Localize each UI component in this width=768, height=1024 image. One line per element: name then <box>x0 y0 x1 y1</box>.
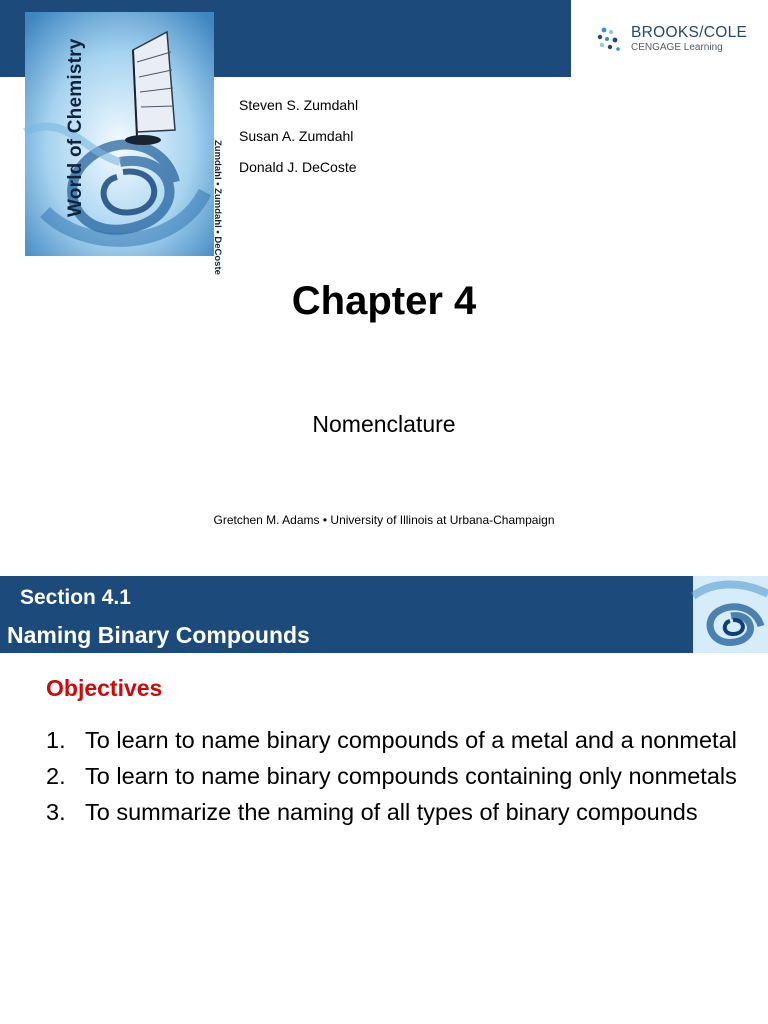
publisher-logo <box>596 24 756 58</box>
objectives-list <box>46 725 746 833</box>
objective-number: 3. <box>46 799 66 825</box>
chapter-subtitle: Nomenclature <box>312 411 456 437</box>
author-1: Steven S. Zumdahl <box>239 97 359 113</box>
objective-item <box>46 725 746 756</box>
objective-item <box>46 761 746 792</box>
author-2: Susan A. Zumdahl <box>239 128 354 144</box>
section-swirl-image <box>693 576 768 653</box>
chapter-title: Chapter 4 <box>291 279 477 323</box>
publisher-sub: CENGAGE Learning <box>631 42 723 53</box>
cengage-logo-icon <box>596 26 626 56</box>
publisher-name: BROOKS/COLE <box>631 24 748 41</box>
objective-text: To learn to name binary compounds of a metal and a nonmetal <box>85 727 737 753</box>
objectives-heading: Objectives <box>46 675 163 701</box>
objective-text: To summarize the naming of all types of binary compounds <box>85 799 698 825</box>
book-cover-authors: Zumdahl • Zumdahl • DeCoste <box>212 140 223 275</box>
presenter-credit: Gretchen M. Adams • University of Illinois at Urbana-Champaign <box>213 513 555 527</box>
objective-text: To learn to name binary compounds containing only nonmetals <box>85 763 737 789</box>
objective-number: 1. <box>46 727 66 753</box>
objective-number: 2. <box>46 763 66 789</box>
book-cover-title: World of Chemistry <box>65 38 86 217</box>
swirl-artwork-icon <box>25 12 214 256</box>
section-header-band <box>0 576 693 653</box>
book-cover-image <box>25 12 223 275</box>
section-number: Section 4.1 <box>20 586 131 609</box>
objective-item <box>46 797 746 828</box>
swirl-thumbnail-icon <box>693 576 768 653</box>
section-title: Naming Binary Compounds <box>7 622 310 648</box>
author-3: Donald J. DeCoste <box>239 159 357 175</box>
